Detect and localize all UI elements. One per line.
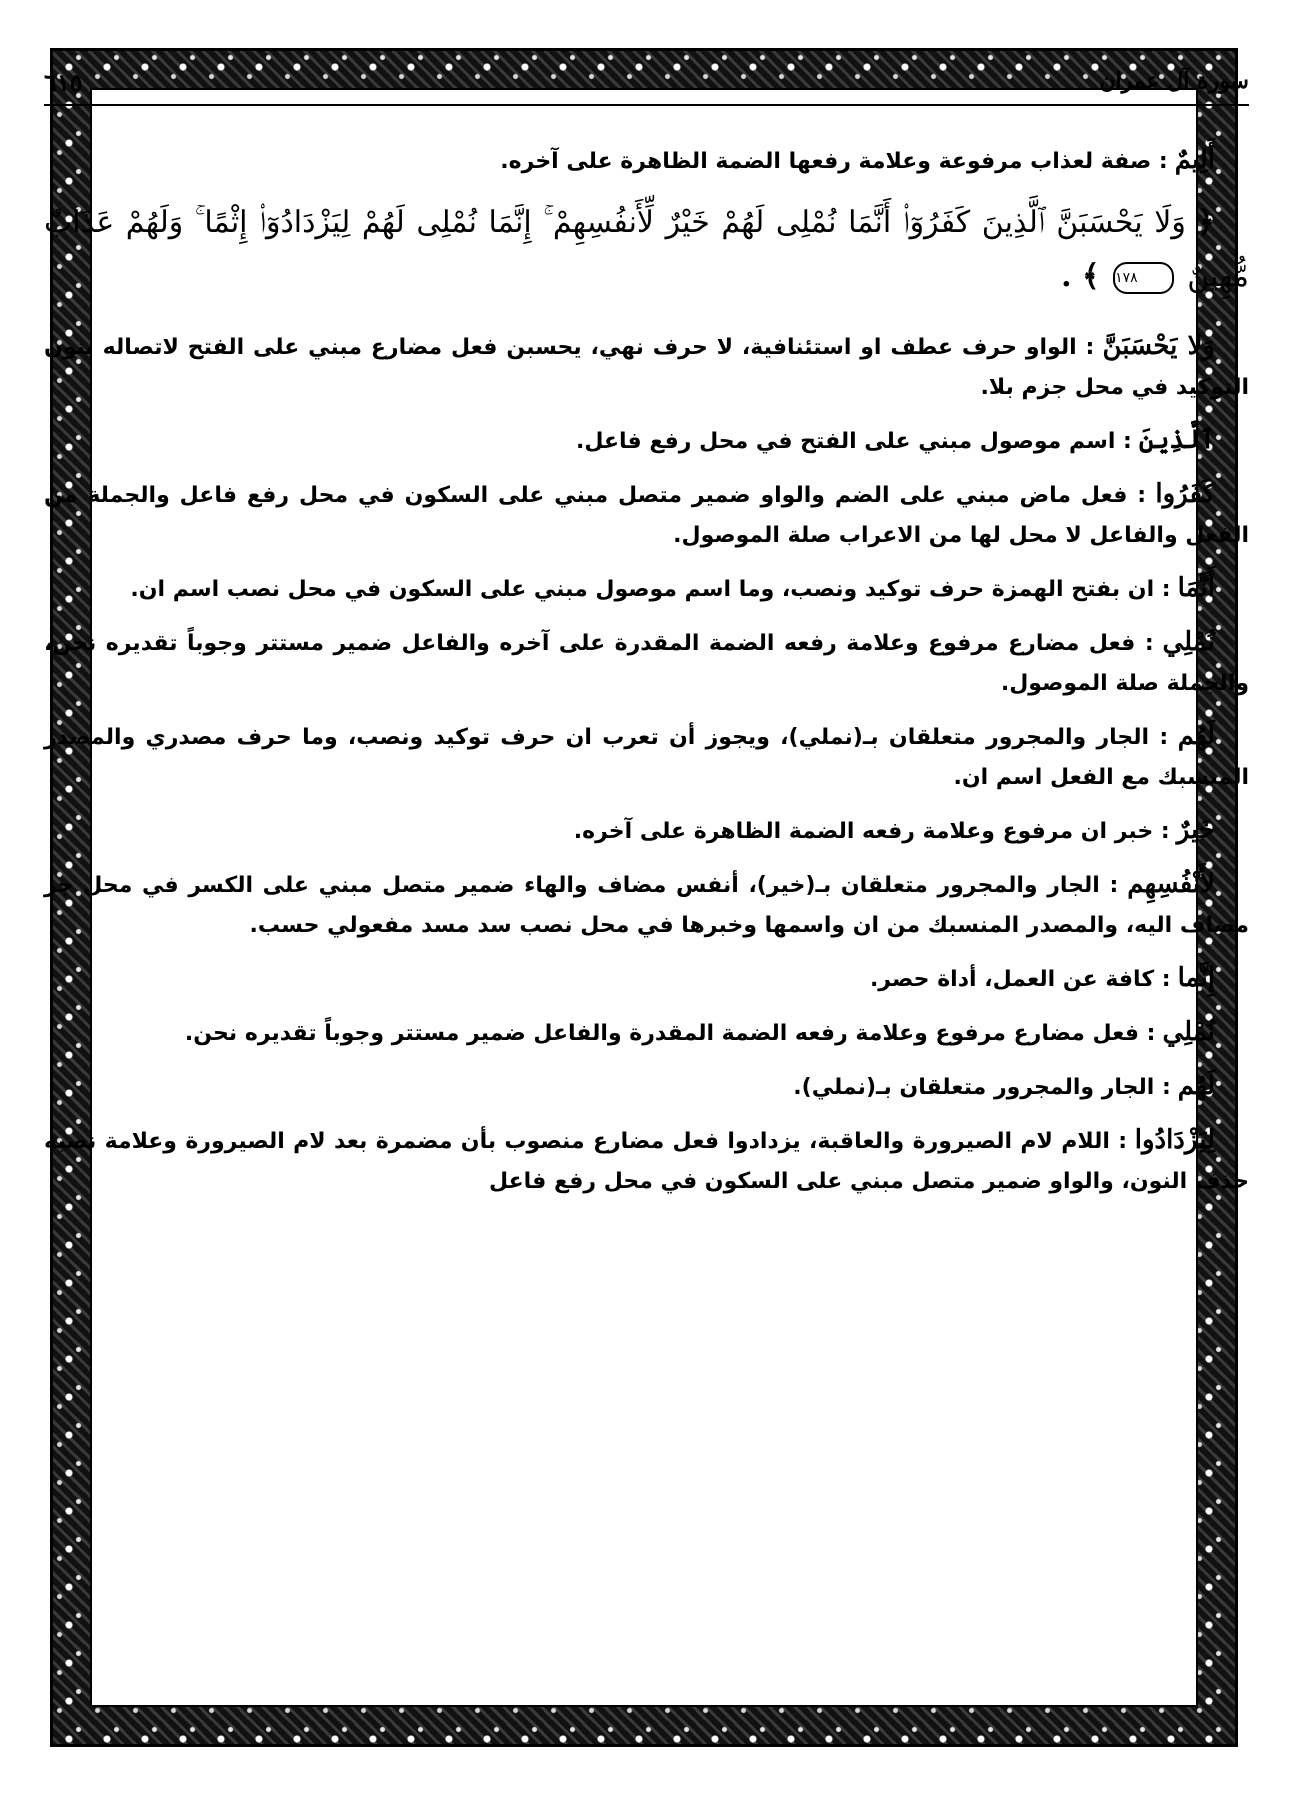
entry-paragraph (44, 474, 1249, 556)
entry-term: ٱلَّذِينَ (1138, 425, 1215, 455)
entry-term: خَيرٌ (1176, 815, 1215, 845)
entry-explanation: : فعل مضارع مرفوع وعلامة رفعه الضمة المقدرة والفاعل ضمير مستتر وجوباً تقديره نحن. (184, 1021, 1156, 1046)
ayah-number-mark: ١٧٨ (1113, 262, 1174, 294)
entry-term: لِيَزْدَادُوا (1134, 1125, 1215, 1155)
entry-term: لَهُم (1177, 721, 1215, 751)
entry-explanation: : الجار والمجرور متعلقان بـ(نملي)، ويجوز أن تعرب ان حرف توكيد ونصب، وما حرف مصدري والمصدر المنسبك مع الفعل اسم ان. (44, 725, 1249, 790)
entry-paragraph (44, 622, 1249, 704)
quran-verse (44, 196, 1249, 304)
entry-term: نُمْلِي (1162, 1017, 1215, 1047)
verse-open-bracket: ﴿ (1197, 205, 1215, 240)
entry-term: وَلا يَحْسَبَنَّ (1102, 331, 1215, 361)
entry-term: لَهُم (1177, 1071, 1215, 1101)
entry-explanation: : اسم موصول مبني على الفتح في محل رفع فاعل. (575, 429, 1132, 454)
entry-explanation: : كافة عن العمل، أداة حصر. (869, 967, 1171, 992)
intro-entry (44, 140, 1249, 182)
entry-explanation: : خبر ان مرفوع وعلامة رفعه الضمة الظاهرة على آخره. (573, 819, 1170, 844)
entry-paragraph (44, 810, 1249, 852)
entry-explanation: : اللام لام الصيرورة والعاقبة، يزدادوا فعل مضارع منصوب بأن مضمرة بعد لام الصيرورة وعلامة نصبه حذف النون، والواو ضمير متصل مبني على السكون في محل رفع فاعل (44, 1129, 1249, 1194)
entry-term: أَلِيمٌ (1174, 145, 1215, 175)
page-header (44, 68, 1249, 106)
entry-paragraph (44, 420, 1249, 462)
entry-paragraph (44, 1012, 1249, 1054)
entry-paragraph (44, 326, 1249, 408)
entry-explanation: : الجار والمجرور متعلقان بـ(خير)، أنفس مضاف والهاء ضمير متصل مبني على الكسر في محل جر مضاف اليه، والمصدر المنسبك من ان واسمها وخبرها في محل نصب سد مسد مفعولي حسب. (44, 873, 1249, 938)
entry-paragraph (44, 1066, 1249, 1108)
entry-explanation: : ان بفتح الهمزة حرف توكيد ونصب، وما اسم موصول مبني على السكون في محل نصب اسم ان. (130, 577, 1171, 602)
entry-term: لأَنْفُسِهِم (1127, 869, 1215, 899)
entry-paragraph (44, 568, 1249, 610)
surah-title: سورة آل عمران (1099, 68, 1249, 94)
entry-explanation: : الواو حرف عطف او استئنافية، لا حرف نهي، يحسبن فعل مضارع مبني على الفتح لاتصاله بنون التوكيد في محل جزم بلا. (44, 335, 1249, 400)
entry-term: كَفَرُوا (1155, 479, 1215, 509)
entry-paragraph (44, 958, 1249, 1000)
entry-paragraph (44, 716, 1249, 798)
page-number: ٦١٥ (44, 68, 83, 97)
page-content (44, 140, 1249, 1214)
entry-explanation: : الجار والمجرور متعلقان بـ(نملي). (793, 1075, 1171, 1100)
entry-explanation: : صفة لعذاب مرفوعة وعلامة رفعها الضمة الظاهرة على آخره. (500, 149, 1168, 174)
entry-explanation: : فعل مضارع مرفوع وعلامة رفعه الضمة المقدرة على آخره والفاعل ضمير مستتر وجوباً تقديره نحن، والجملة صلة الموصول. (44, 631, 1249, 696)
verse-close-bracket: ﴾ . (1061, 259, 1100, 294)
verse-text: وَلَا يَحْسَبَنَّ ٱلَّذِينَ كَفَرُوٓا۟ أَنَّمَا نُمْلِى لَهُمْ خَيْرٌ لِّأَنفُسِهِمْ ۚ إِنَّمَا نُمْلِى لَهُمْ لِيَزْدَادُوٓا۟ إِثْمًا ۚ وَلَهُمْ عَذَابٌ مُّهِينٌ (44, 205, 1249, 294)
entry-term: أَنَّمَا (1177, 573, 1215, 603)
entry-paragraph (44, 864, 1249, 946)
entry-term: إِنَّما (1177, 963, 1215, 993)
entry-explanation: : فعل ماض مبني على الضم والواو ضمير متصل مبني على السكون في محل رفع فاعل والجملة من الفعل والفاعل لا محل لها من الاعراب صلة الموصول. (44, 483, 1249, 548)
entry-paragraph (44, 1120, 1249, 1202)
entry-term: نُمْلِي (1162, 627, 1215, 657)
